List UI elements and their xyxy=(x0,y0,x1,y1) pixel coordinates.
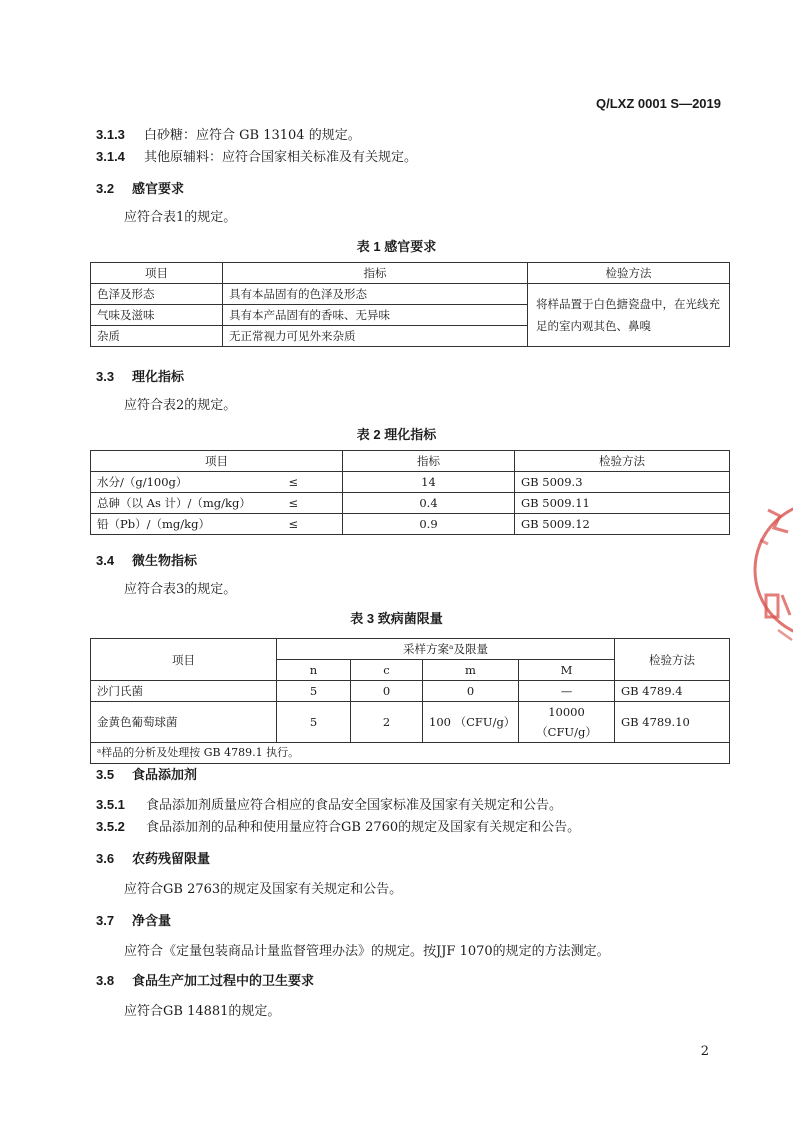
section-3-8-text: 应符合GB 14881的规定。 xyxy=(124,1004,281,1019)
section-3-6-text: 应符合GB 2763的规定及国家有关规定和公告。 xyxy=(124,882,403,897)
section-3-3-text: 应符合表2的规定。 xyxy=(124,398,237,413)
section-3-7-heading xyxy=(96,910,171,929)
table-cell: 具有本产品固有的香味、无异味 xyxy=(223,305,528,326)
table-cell: 金黄色葡萄球菌 xyxy=(91,702,277,743)
section-number: 3.7 xyxy=(96,913,115,928)
table-cell: ≤ xyxy=(283,493,343,514)
table-cell: 5 xyxy=(277,702,351,743)
clause-number: 3.1.4 xyxy=(96,149,125,164)
section-number: 3.4 xyxy=(96,553,115,568)
section-3-5-heading xyxy=(96,764,197,783)
table2-caption: 表 2 理化指标 xyxy=(356,427,437,442)
table3-footnote: ᵃ样品的分析及处理按 GB 4789.1 执行。 xyxy=(91,743,730,764)
table-cell: 无正常视力可见外来杂质 xyxy=(223,326,528,347)
table-cell: 沙门氏菌 xyxy=(91,681,277,702)
clause-text: 食品添加剂质量应符合相应的食品安全国家标准及国家有关规定和公告。 xyxy=(146,798,563,813)
clause-text: 食品添加剂的品种和使用量应符合GB 2760的规定及国家有关规定和公告。 xyxy=(146,820,581,835)
clause-number: 3.1.3 xyxy=(96,127,125,142)
table-cell: GB 4789.4 xyxy=(615,681,730,702)
section-title: 感官要求 xyxy=(132,181,185,196)
section-title: 食品生产加工过程中的卫生要求 xyxy=(132,973,315,988)
table-cell: ≤ xyxy=(283,472,343,493)
clause-3-5-2 xyxy=(96,816,580,835)
table1-method-cell: 将样品置于白色搪瓷盘中，在光线充足的室内观其色、鼻嗅 xyxy=(528,284,730,347)
table-header: 指标 xyxy=(343,451,515,472)
section-3-7-text: 应符合《定量包装商品计量监督管理办法》的规定。按JJF 1070的规定的方法测定。 xyxy=(124,944,610,959)
table-cell: — xyxy=(519,681,615,702)
section-title: 理化指标 xyxy=(132,369,185,384)
table3-pathogens xyxy=(90,638,730,764)
section-3-3-heading xyxy=(96,366,184,385)
table-cell: 0 xyxy=(423,681,519,702)
table-header: 项目 xyxy=(91,451,343,472)
table-subheader: m xyxy=(423,660,519,681)
table-cell: 2 xyxy=(351,702,423,743)
table1-sensory xyxy=(90,262,730,347)
table-header: 检验方法 xyxy=(528,263,730,284)
clause-3-1-4 xyxy=(96,146,417,165)
table-subheader: c xyxy=(351,660,423,681)
section-3-4-text: 应符合表3的规定。 xyxy=(124,582,237,597)
section-3-2-text: 应符合表1的规定。 xyxy=(124,210,237,225)
section-title: 农药残留限量 xyxy=(132,851,211,866)
table-cell: 0 xyxy=(351,681,423,702)
section-title: 食品添加剂 xyxy=(132,767,198,782)
table-header: 项目 xyxy=(91,639,277,681)
clause-text: 白砂糖：应符合 GB 13104 的规定。 xyxy=(144,128,361,143)
clause-number: 3.5.1 xyxy=(96,797,125,812)
table-cell: 10000 （CFU/g） xyxy=(519,702,615,743)
table-header: 采样方案ᵃ及限量 xyxy=(277,639,615,660)
table-cell: 杂质 xyxy=(91,326,223,347)
page-number: 2 xyxy=(700,1044,709,1059)
clause-number: 3.5.2 xyxy=(96,819,125,834)
table-subheader: M xyxy=(519,660,615,681)
section-3-6-heading xyxy=(96,848,210,867)
table-cell: GB 5009.11 xyxy=(515,493,730,514)
clause-3-1-3 xyxy=(96,124,361,143)
table-cell: 总砷（以 As 计）/（mg/kg） xyxy=(91,493,283,514)
table3-caption: 表 3 致病菌限量 xyxy=(350,611,443,626)
table-cell: ≤ xyxy=(283,514,343,535)
table-cell: 0.4 xyxy=(343,493,515,514)
section-number: 3.6 xyxy=(96,851,115,866)
table-header: 检验方法 xyxy=(515,451,730,472)
table-cell: 0.9 xyxy=(343,514,515,535)
table-cell: 具有本品固有的色泽及形态 xyxy=(223,284,528,305)
section-number: 3.8 xyxy=(96,973,115,988)
section-number: 3.2 xyxy=(96,181,115,196)
table-cell: 铅（Pb）/（mg/kg） xyxy=(91,514,283,535)
clause-text: 其他原辅料：应符合国家相关标准及有关规定。 xyxy=(144,150,418,165)
table-subheader: n xyxy=(277,660,351,681)
table-cell: 14 xyxy=(343,472,515,493)
table-cell: 色泽及形态 xyxy=(91,284,223,305)
official-seal-stamp xyxy=(748,470,793,670)
section-title: 微生物指标 xyxy=(132,553,198,568)
section-3-8-heading xyxy=(96,970,314,989)
table-cell: GB 5009.3 xyxy=(515,472,730,493)
table-cell: 气味及滋味 xyxy=(91,305,223,326)
table-cell: GB 4789.10 xyxy=(615,702,730,743)
document-number: Q/LXZ 0001 S—2019 xyxy=(595,96,721,111)
table-cell: 100 （CFU/g） xyxy=(423,702,519,743)
section-3-2-heading xyxy=(96,178,184,197)
table-cell: 5 xyxy=(277,681,351,702)
table-header: 检验方法 xyxy=(615,639,730,681)
clause-3-5-1 xyxy=(96,794,562,813)
table-header: 指标 xyxy=(223,263,528,284)
section-number: 3.3 xyxy=(96,369,115,384)
table-cell: 水分/（g/100g） xyxy=(91,472,283,493)
section-3-4-heading xyxy=(96,550,197,569)
table2-physicochemical xyxy=(90,450,730,535)
table-header: 项目 xyxy=(91,263,223,284)
table-cell: GB 5009.12 xyxy=(515,514,730,535)
section-number: 3.5 xyxy=(96,767,115,782)
table1-caption: 表 1 感官要求 xyxy=(356,239,437,254)
section-title: 净含量 xyxy=(132,913,172,928)
